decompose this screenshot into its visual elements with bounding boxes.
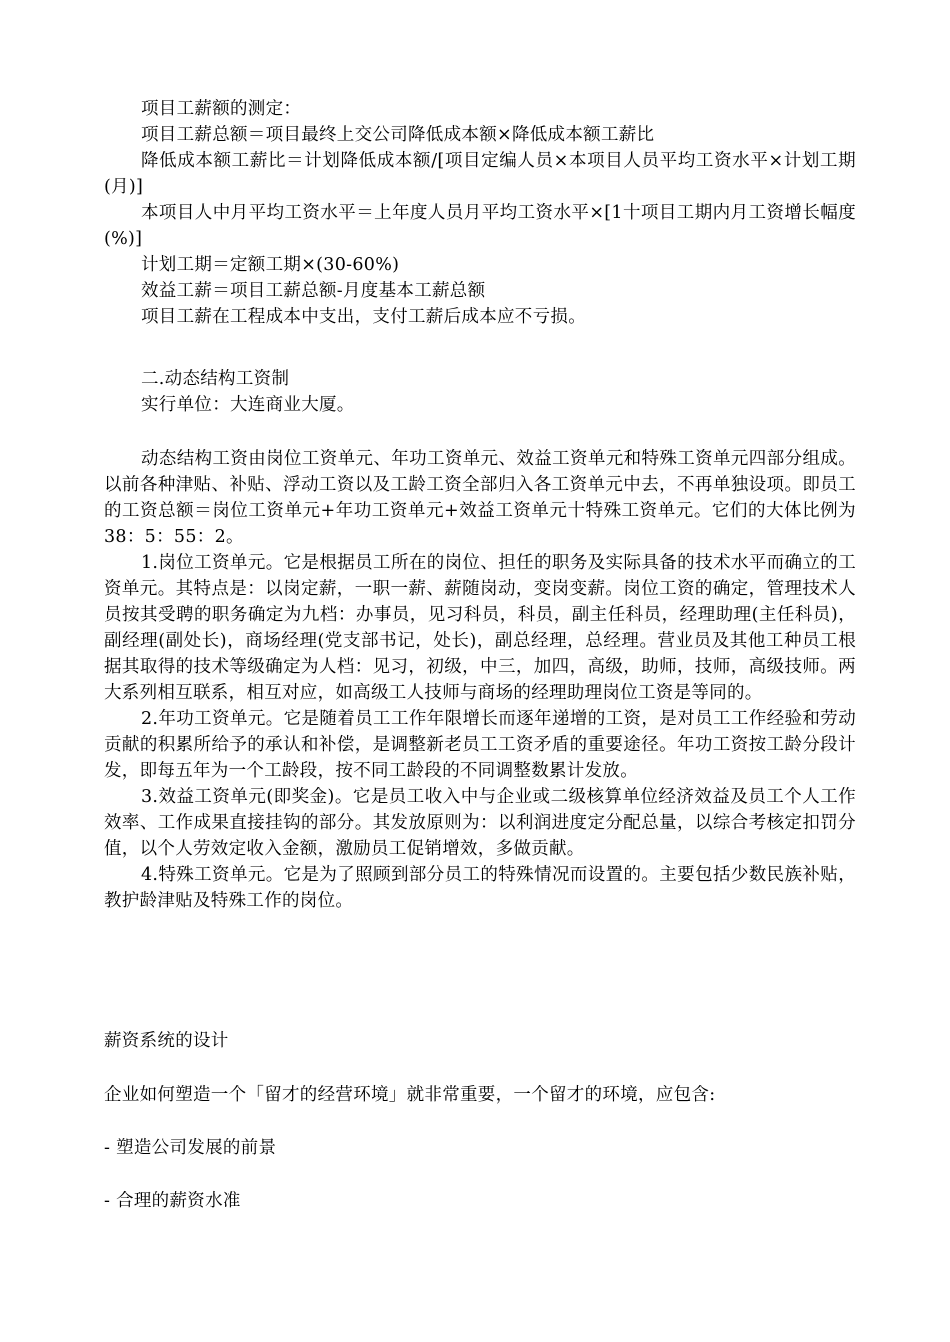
formula-line: 效益工薪＝项目工薪总额-月度基本工薪总额 xyxy=(141,281,486,301)
section-two-header xyxy=(104,366,856,418)
formula-line: 本项目人中月平均工资水平＝上年度人员月平均工资水平×[1十项目工期内月工资增长幅度(%)] xyxy=(104,203,856,249)
bullet-item: - 合理的薪资水准 xyxy=(104,1191,241,1211)
section-two-body xyxy=(104,446,856,914)
body-paragraph: 2.年功工资单元。它是随着员工工作年限增长而逐年递增的工资，是对员工工作经验和劳动贡献的积累所给予的承认和补偿，是调整新老员工工资矛盾的重要途径。年功工资按工龄分段计发，即每五年为一个工龄段，按不同工龄段的不同调整数累计发放。 xyxy=(104,709,856,781)
section-unit: 实行单位：大连商业大厦。 xyxy=(141,395,355,415)
formula-line: 计划工期＝定额工期×(30-60%) xyxy=(141,255,400,275)
body-paragraph: 3.效益工资单元(即奖金)。它是员工收入中与企业或二级核算单位经济效益及员工个人工作效率、工作成果直接挂钩的部分。其发放原则为：以利润进度定分配总量，以综合考核定扣罚分值，以个人劳效定收入金额，激励员工促销增效，多做贡献。 xyxy=(104,787,856,859)
salary-design-title: 薪资系统的设计 xyxy=(104,1031,229,1051)
formula-line: 项目工薪在工程成本中支出，支付工薪后成本应不亏损。 xyxy=(141,307,586,327)
body-paragraph: 1.岗位工资单元。它是根据员工所在的岗位、担任的职务及实际具备的技术水平而确立的工资单元。其特点是：以岗定薪，一职一薪、薪随岗动，变岗变薪。岗位工资的确定，管理技术人员按其受聘的职务确定为九档：办事员，见习科员，科员，副主任科员，经理助理(主任科员)，副经理(副处长)，商场经理(党支部书记，处长)，副总经理，总经理。营业员及其他工种员工根据其取得的技术等级确定为人档：见习，初级，中三，加四，高级，助师，技师，高级技师。两大系列相互联系，相互对应，如高级工人技师与商场的经理助理岗位工资是等同的。 xyxy=(104,553,856,703)
bullet-item: - 塑造公司发展的前景 xyxy=(104,1138,277,1158)
body-paragraph: 动态结构工资由岗位工资单元、年功工资单元、效益工资单元和特殊工资单元四部分组成。以前各种津贴、补贴、浮动工资以及工龄工资全部归入各工资单元中去，不再单独设项。即员工的工资总额＝岗位工资单元+年功工资单元+效益工资单元十特殊工资单元。它们的大体比例为38：5：55：2。 xyxy=(104,449,856,547)
formula-line: 降低成本额工薪比＝计划降低成本额/[项目定编人员×本项目人员平均工资水平×计划工期(月)] xyxy=(104,151,856,197)
body-paragraph: 4.特殊工资单元。它是为了照顾到部分员工的特殊情况而设置的。主要包括少数民族补贴，教护龄津贴及特殊工作的岗位。 xyxy=(104,865,856,911)
formula-heading: 项目工薪额的测定： xyxy=(141,99,302,119)
salary-design-intro: 企业如何塑造一个「留才的经营环境」就非常重要，一个留才的环境，应包含: xyxy=(104,1085,716,1105)
formula-line: 项目工薪总额＝项目最终上交公司降低成本额×降低成本额工薪比 xyxy=(141,125,655,145)
formula-section xyxy=(104,96,856,330)
section-title: 二.动态结构工资制 xyxy=(141,369,290,389)
